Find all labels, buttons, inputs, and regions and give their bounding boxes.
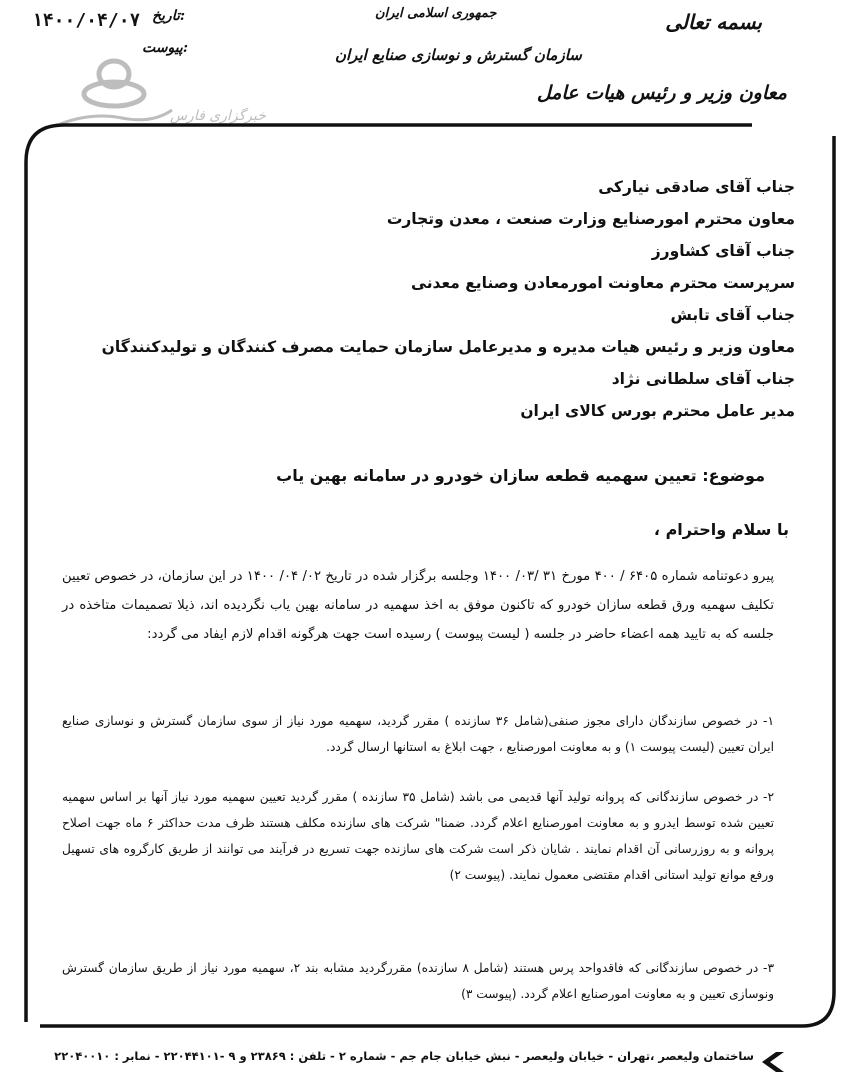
recipient-line: جناب آقای صادقی نیارکی — [598, 178, 795, 196]
decision-item-1: ۱- در خصوص سازندگان دارای مجوز صنفی(شامل ۳۶ سازنده ) مقرر گردید، سهمیه مورد نیاز از سوی سازمان گسترش و نوسازی صنایع ایران تعیین (لیست پیوست ۱) و به معاونت امورصنایع ، جهت ابلاغ به استانها ارسال گردد. — [62, 714, 774, 754]
recipient-line: معاون محترم امورصنایع وزارت صنعت ، معدن وتجارت — [386, 210, 795, 228]
decision-item-2: ۲- در خصوص سازندگانی که پروانه تولید آنها قدیمی می باشد (شامل ۳۵ سازنده ) مقرر گردید تعیین سهمیه مورد نیاز آنها بر اساس سهمیه تعیین شده توسط ایدرو و به معاونت امورصنایع اعلام گردد. ضمنا" شرکت های سازنده مکلف هستند ظرف مدت حداکثر ۶ ماه جهت اصلاح پروانه و به روزرسانی آن اقدام نمایند . شایان ذکر است شرکت های سازنده جهت تسریع در فرآیند می توانند از طریق کارگروه های تسهیل ورفع موانع تولید استانی اقدام مقتضی معمول نمایند. (پیوست ۲) — [62, 790, 774, 882]
recipient-line: سرپرست محترم معاونت امورمعادن وصنایع معدنی — [411, 274, 795, 292]
date-value: ۱۴۰۰/۰۴/۰۷ — [32, 10, 141, 31]
watermark-text: خبرگزاری فارس — [170, 108, 266, 124]
footer-arrow-icon — [758, 1050, 786, 1074]
recipient-line: جناب آقای تابش — [670, 306, 795, 324]
greeting: با سلام واحترام ، — [653, 520, 789, 539]
recipient-line: مدیر عامل محترم بورس کالای ایران — [520, 402, 795, 420]
decision-item-3: ۳- در خصوص سازندگانی که فاقدواحد پرس هستند (شامل ۸ سازنده) مقررگردید مشابه بند ۲، سهمیه مورد نیاز از طریق سازمان گسترش ونوسازی تعیین و به معاونت امورصنایع اعلام گردد. (پیوست ۳) — [62, 961, 774, 1001]
bismillah-heading: بسمه تعالی — [665, 10, 762, 34]
recipient-line: جناب آقای سلطانی نژاد — [611, 370, 795, 388]
organization-name: سازمان گسترش و نوسازی صنایع ایران — [335, 46, 582, 64]
date-label: تاریخ: — [152, 8, 186, 24]
footer-address: ساختمان ولیعصر ،تهران - خیابان ولیعصر - نبش خیابان جام جم - شماره ۲ - تلفن : ۲۳۸۶۹ و ۹ -۲۲۰۴۴۱۰۱ - نمابر : ۲۲۰۴۰۰۱۰ — [54, 1049, 754, 1063]
sender-title: معاون وزیر و رئیس هیات عامل — [536, 82, 787, 104]
recipient-line: معاون وزیر و رئیس هیات مدیره و مدیرعامل سازمان حمایت مصرف کنندگان و تولیدکنندگان — [101, 338, 795, 356]
country-name: جمهوری اسلامی ایران — [375, 6, 497, 21]
attachment-label: پیوست: — [142, 40, 189, 56]
intro-paragraph: پیرو دعوتنامه شماره ۶۴۰۵ / ۴۰۰ مورخ ۳۱ /۰۳/ ۱۴۰۰ وجلسه برگزار شده در تاریخ ۰۲/ ۰۴/ ۱۴۰۰ در این سازمان، در خصوص تعیین تکلیف سهمیه ورق قطعه سازان خودرو که تاکنون موفق به اخذ سهمیه در سامانه بهین یاب نگردیده اند، ذیلا تصمیمات متاخذه در جلسه که به تایید همه اعضاء حاضر در جلسه ( لیست پیوست ) رسیده است جهت هرگونه اقدام لازم ایفاد می گردد: — [62, 569, 774, 642]
recipient-line: جناب آقای کشاورز — [651, 242, 795, 260]
letter-subject: موضوع: تعیین سهمیه قطعه سازان خودرو در سامانه بهین یاب — [276, 466, 765, 485]
